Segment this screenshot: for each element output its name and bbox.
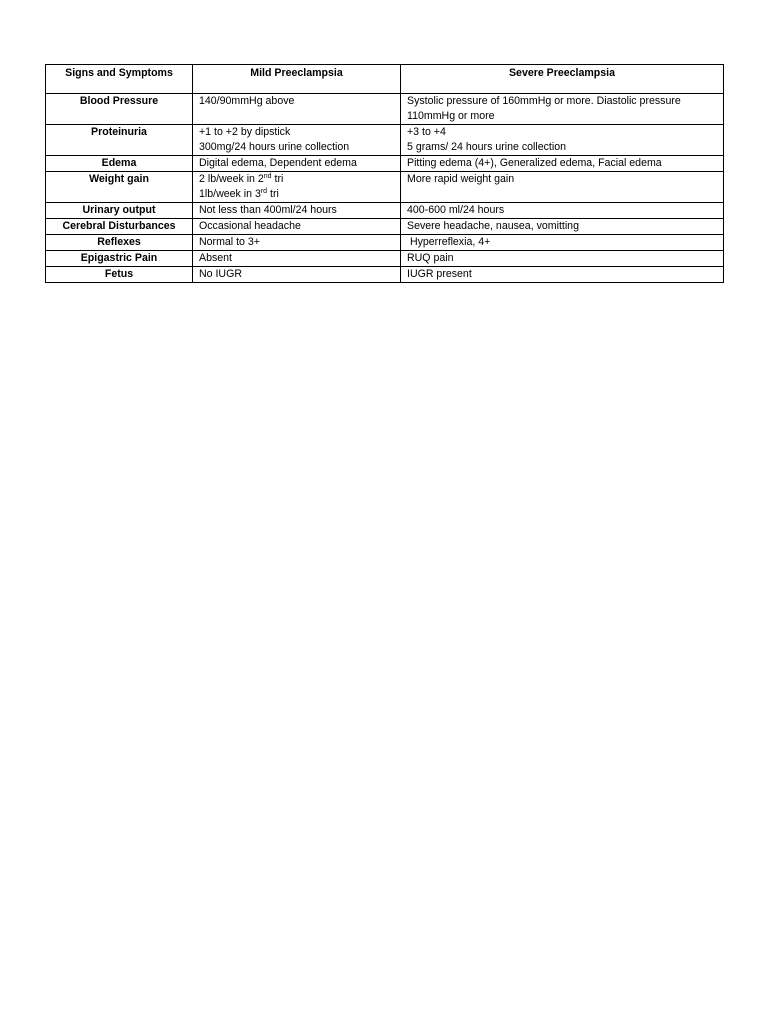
table-row xyxy=(46,125,724,156)
table-row xyxy=(46,156,724,172)
row-label: Blood Pressure xyxy=(46,94,193,125)
table-row xyxy=(46,251,724,267)
row-label: Proteinuria xyxy=(46,125,193,156)
table-row xyxy=(46,219,724,235)
severe-cell xyxy=(401,203,724,219)
cell-text: +3 to +4 xyxy=(407,126,446,138)
text-segment: tri xyxy=(267,188,279,200)
severe-cell xyxy=(401,267,724,283)
mild-cell xyxy=(193,267,401,283)
mild-cell xyxy=(193,219,401,235)
cell-text: RUQ pain xyxy=(407,252,454,264)
severe-cell xyxy=(401,251,724,267)
severe-cell xyxy=(401,172,724,203)
cell-text: 300mg/24 hours urine collection xyxy=(199,141,350,153)
header-mild-preeclampsia: Mild Preeclampsia xyxy=(193,65,401,94)
cell-text: 5 grams/ 24 hours urine collection xyxy=(407,141,566,153)
text-segment: 2 lb/week in 2 xyxy=(199,173,264,185)
table-row xyxy=(46,172,724,203)
row-label: Urinary output xyxy=(46,203,193,219)
cell-text: Hyperreflexia, 4+ xyxy=(407,236,491,248)
cell-text: Systolic pressure of 160mmHg or more. Diastolic pressure 110mmHg or more xyxy=(407,95,681,122)
cell-text: No IUGR xyxy=(199,268,242,280)
cell-text: Absent xyxy=(199,252,232,264)
severe-cell xyxy=(401,235,724,251)
mild-cell xyxy=(193,94,401,125)
severe-cell xyxy=(401,156,724,172)
cell-text: Digital edema, Dependent edema xyxy=(199,157,357,169)
row-label: Edema xyxy=(46,156,193,172)
cell-text xyxy=(199,187,394,202)
cell-text: 140/90mmHg above xyxy=(199,95,295,107)
row-label: Reflexes xyxy=(46,235,193,251)
mild-cell xyxy=(193,125,401,156)
row-label: Weight gain xyxy=(46,172,193,203)
cell-text xyxy=(199,172,394,187)
cell-text: 400-600 ml/24 hours xyxy=(407,204,505,216)
cell-text: Not less than 400ml/24 hours xyxy=(199,204,337,216)
table-header-row xyxy=(46,65,724,94)
row-label: Fetus xyxy=(46,267,193,283)
cell-text: IUGR present xyxy=(407,268,472,280)
text-segment: tri xyxy=(271,173,284,185)
header-signs-and-symptoms: Signs and Symptoms xyxy=(46,65,193,94)
header-severe-preeclampsia: Severe Preeclampsia xyxy=(401,65,724,94)
mild-cell xyxy=(193,203,401,219)
cell-text: Occasional headache xyxy=(199,220,301,232)
cell-text: Pitting edema (4+), Generalized edema, Facial edema xyxy=(407,157,662,169)
cell-text: +1 to +2 by dipstick xyxy=(199,126,291,138)
mild-cell xyxy=(193,251,401,267)
table-row xyxy=(46,203,724,219)
row-label: Cerebral Disturbances xyxy=(46,219,193,235)
table-row xyxy=(46,267,724,283)
table-row xyxy=(46,235,724,251)
row-label: Epigastric Pain xyxy=(46,251,193,267)
mild-cell xyxy=(193,172,401,203)
cell-text: Severe headache, nausea, vomitting xyxy=(407,220,579,232)
ordinal-suffix: nd xyxy=(263,173,272,180)
table-row xyxy=(46,94,724,125)
severe-cell xyxy=(401,125,724,156)
severe-cell xyxy=(401,219,724,235)
cell-text: More rapid weight gain xyxy=(407,173,515,185)
mild-cell xyxy=(193,156,401,172)
text-segment: 1lb/week in 3 xyxy=(199,188,261,200)
ordinal-suffix: rd xyxy=(260,188,268,195)
mild-cell xyxy=(193,235,401,251)
cell-text: Normal to 3+ xyxy=(199,236,260,248)
preeclampsia-comparison-table xyxy=(45,64,724,283)
severe-cell xyxy=(401,94,724,125)
